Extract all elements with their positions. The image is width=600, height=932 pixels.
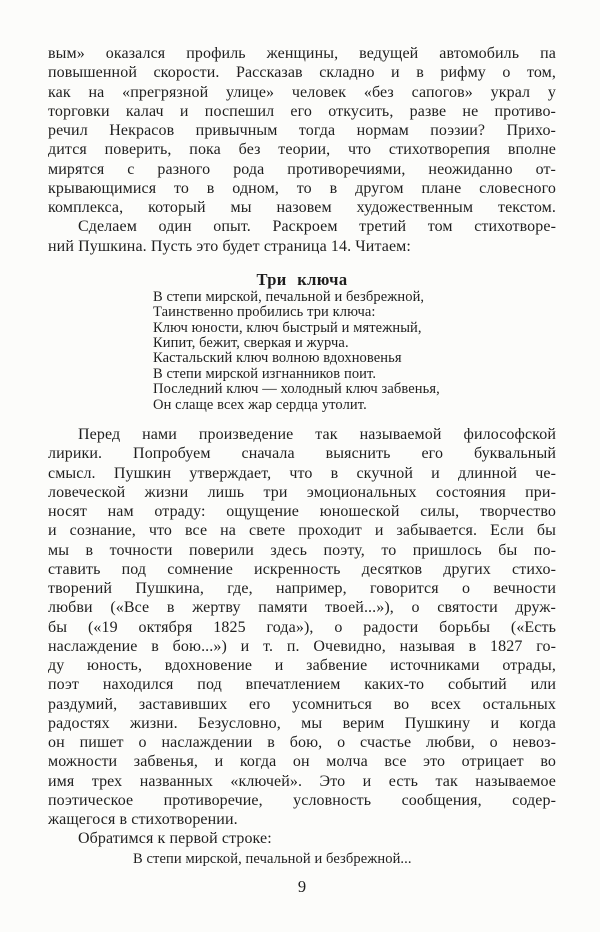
text-line: вым» оказался профиль женщины, ведущей автомобиль па — [48, 45, 556, 62]
text-line: любви («Все в жертву памяти твоей...»), о святости друж- — [48, 599, 556, 617]
text-line: он пишет о наслаждении в бою, о счастье любви, о невоз- — [48, 734, 556, 751]
text-line: повышенной скорости. Рассказав складно и в рифму о том, — [48, 64, 556, 82]
text-line: ловеческой жизни лишь три эмоциональных состояния при- — [48, 483, 556, 501]
text-line: раздумий, заставивших его усомниться во всех остальных — [48, 695, 556, 713]
paragraph-2 — [48, 217, 556, 256]
text-line: можности забвенья, и когда он молча все это отрицает во — [48, 753, 556, 771]
paragraph-3 — [48, 425, 556, 829]
poem-block — [48, 270, 556, 413]
poem-line: Он слаще всех жар сердца утолит. — [153, 396, 367, 413]
poem-line: Ключ юности, ключ быстрый и мятежный, — [153, 319, 422, 336]
text-line: мирятся с разного рода противоречиями, неожиданно от- — [48, 160, 556, 178]
text-line: речил Некрасов привычным тогда нормам поэзии? Прихо- — [48, 122, 556, 139]
text-line: носят нам отраду: ощущение юношеской силы, творчество — [48, 503, 556, 520]
text-line: поэт находился под впечатлением каких-то событий или — [48, 676, 556, 694]
quote-line: В степи мирской, печальной и безбрежной... — [133, 850, 412, 867]
poem-line: В степи мирской изгнанников поит. — [153, 365, 377, 382]
paragraph-4 — [48, 829, 556, 848]
poem-line: В степи мирской, печальной и безбрежной, — [153, 288, 425, 305]
poem-lines — [153, 290, 556, 413]
poem-line: Последний ключ — холодный ключ забвенья, — [153, 381, 440, 398]
poem-line: Кастальский ключ волною вдохновенья — [153, 350, 402, 367]
text-line: как на «прегрязной улице» человек «без сапогов» украл у — [48, 83, 556, 101]
text-line: дится поверить, пока без теории, что стихотворепия вполне — [48, 141, 556, 159]
poem-line: Таинственно пробились три ключа: — [153, 304, 376, 321]
text-line: имя трех названных «ключей». Это и есть так называемое — [48, 772, 556, 790]
page-number: 9 — [297, 876, 307, 896]
text-line: Сделаем один опыт. Раскроем третий том стихотворе- — [78, 218, 556, 236]
poem-line: Кипит, бежит, сверкая и журча. — [153, 334, 349, 351]
text-line: смысл. Пушкин утверждает, что в скучной и длинной че- — [48, 464, 556, 482]
text-line: комплекса, который мы назовем художественным текстом. — [48, 199, 556, 216]
text-line: жащегося в стихотворении. — [48, 811, 238, 828]
text-line: ний Пушкина. Пусть это будет страница 14. Читаем: — [48, 237, 411, 255]
body-text — [48, 44, 556, 897]
text-line: радостях жизни. Безусловно, мы верим Пушкину и когда — [48, 714, 556, 732]
paragraph-1 — [48, 44, 556, 217]
text-line: торговки калач и поспешил его откусить, разве не противо- — [48, 102, 556, 120]
text-line: наслаждение в бою...») и т. п. Очевидно, называя в 1827 го- — [48, 637, 556, 655]
text-line: бы («19 октября 1825 года»), о радости борьбы («Есть — [48, 618, 556, 636]
text-line: ставить под сомнение искренность десятков других стихо- — [48, 560, 556, 578]
text-line: Перед нами произведение так называемой философской — [78, 426, 556, 443]
text-line: крывающимися то в одном, то в другом плане словесного — [48, 179, 556, 197]
text-line: ду юность, вдохновение и забвение источниками отрады, — [48, 657, 556, 674]
poem-title: Три ключа — [256, 269, 348, 289]
text-line: лирики. Попробуем сначала выяснить его буквальный — [48, 445, 556, 463]
text-line: мы в точности поверили здесь поэту, то пришлось бы по- — [48, 541, 556, 559]
text-line: поэтическое противоречие, условность сообщения, содер- — [48, 791, 556, 809]
text-line: творений Пушкина, где, например, говорится о вечности — [48, 580, 556, 597]
text-line: и сознание, что все на свете проходит и забывается. Если бы — [48, 522, 556, 540]
text-line: Обратимся к первой строке: — [78, 830, 272, 848]
